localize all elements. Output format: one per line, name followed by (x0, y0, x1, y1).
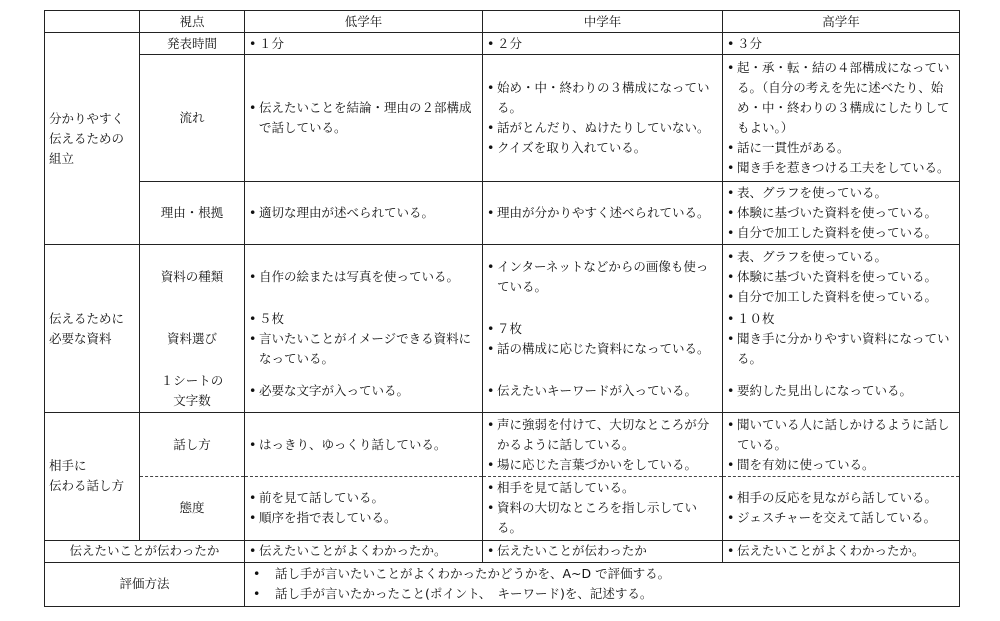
header-mid-grade: 中学年 (483, 11, 723, 33)
header-blank (45, 11, 140, 33)
cell-time-high (723, 33, 960, 55)
cell-flow-high-2: • 話に一貫性がある。 (727, 138, 955, 158)
cell-speak-low-text: • はっきり、ゆっくり話している。 (249, 435, 478, 455)
cell-att-mid-1: • 相手を見て話している。 (487, 478, 718, 498)
cell-reason-high-3: • 自分で加工した資料を使っている。 (727, 223, 955, 243)
cell-att-high-1: • 相手の反応を見ながら話している。 (727, 488, 955, 508)
cell-att-high-2: • ジェスチャーを交えて話している。 (727, 508, 955, 528)
row-attitude (45, 477, 960, 540)
sub-presentation-time: 発表時間 (140, 33, 245, 55)
row-material-select (45, 308, 960, 370)
cell-flow-high (723, 55, 960, 182)
row-understood (45, 540, 960, 562)
evaluation-label: 評価方法 (45, 562, 245, 606)
cell-flow-mid-3: • クイズを取り入れている。 (487, 138, 718, 158)
cell-att-high (723, 477, 960, 540)
cell-kind-low-text: • 自作の絵または写真を使っている。 (249, 267, 478, 287)
cell-kind-high-3: • 自分で加工した資料を使っている。 (727, 287, 955, 307)
cell-att-low-2: • 順序を指で表している。 (249, 508, 478, 528)
cell-select-low (245, 308, 483, 370)
cell-speak-high (723, 412, 960, 476)
sub-material-kind: 資料の種類 (140, 245, 245, 308)
cell-kind-low (245, 245, 483, 308)
cell-chars-mid (483, 370, 723, 412)
cell-select-mid-2: • 話の構成に応じた資料になっている。 (487, 339, 718, 359)
row-speaking (45, 412, 960, 476)
cell-understood-high-text: • 伝えたいことがよくわかったか。 (727, 541, 955, 561)
cell-flow-high-1: • 起・承・転・結の４部構成になっている。（自分の考えを先に述べたり、始め・中・終わりの３構成にしたりしてもよい。） (727, 58, 955, 138)
sub-flow: 流れ (140, 55, 245, 182)
cell-understood-low-text: • 伝えたいことがよくわかったか。 (249, 541, 478, 561)
row-reason (45, 181, 960, 244)
cell-select-low-1: • ５枚 (249, 309, 478, 329)
sub-attitude: 態度 (140, 477, 245, 540)
cell-kind-high-2: • 体験に基づいた資料を使っている。 (727, 267, 955, 287)
cell-reason-low-text: • 適切な理由が述べられている。 (249, 203, 478, 223)
evaluation-rubric-table (44, 10, 960, 607)
cell-time-low (245, 33, 483, 55)
cell-flow-low (245, 55, 483, 182)
row-material-kind (45, 245, 960, 308)
cell-select-mid (483, 308, 723, 370)
cell-time-mid (483, 33, 723, 55)
cell-time-mid-text: • ２分 (487, 34, 718, 54)
cell-speak-mid (483, 412, 723, 476)
cell-chars-high (723, 370, 960, 412)
cell-select-mid-1: • ７枚 (487, 319, 718, 339)
row-presentation-time (45, 33, 960, 55)
cell-reason-mid (483, 181, 723, 244)
cell-time-high-text: • ３分 (727, 34, 955, 54)
cell-understood-low (245, 540, 483, 562)
cell-speak-low (245, 412, 483, 476)
cell-kind-mid-text: • インターネットなどからの画像も使っている。 (487, 257, 718, 297)
section-structure-label: 分かりやすく 伝えるための 組立 (45, 33, 140, 245)
section-speaking-label: 相手に 伝わる話し方 (45, 412, 140, 540)
cell-chars-high-text: • 要約した見出しになっている。 (727, 381, 955, 401)
section-materials-label: 伝えるために 必要な資料 (45, 245, 140, 413)
cell-kind-high-1: • 表、グラフを使っている。 (727, 247, 955, 267)
row-chars-per-sheet (45, 370, 960, 412)
header-high-grade: 高学年 (723, 11, 960, 33)
evaluation-line-1: • 話し手が言いたいことがよくわかったかどうかを、A~D で評価する。 (249, 564, 955, 584)
cell-kind-mid (483, 245, 723, 308)
cell-flow-low-text: • 伝えたいことを結論・理由の２部構成で話している。 (249, 98, 478, 138)
cell-evaluation-method (245, 562, 960, 606)
header-row (45, 11, 960, 33)
cell-reason-high-2: • 体験に基づいた資料を使っている。 (727, 203, 955, 223)
cell-flow-mid (483, 55, 723, 182)
cell-understood-mid (483, 540, 723, 562)
cell-select-low-2: • 言いたいことがイメージできる資料になっている。 (249, 329, 478, 369)
cell-select-high-2: • 聞き手に分かりやすい資料になっている。 (727, 329, 955, 369)
cell-reason-low (245, 181, 483, 244)
cell-speak-mid-2: • 場に応じた言葉づかいをしている。 (487, 455, 718, 475)
cell-select-high (723, 308, 960, 370)
cell-flow-high-3: • 聞き手を惹きつける工夫をしている。 (727, 158, 955, 178)
cell-kind-high (723, 245, 960, 308)
cell-chars-low-text: • 必要な文字が入っている。 (249, 381, 478, 401)
cell-att-mid-2: • 資料の大切なところを指し示している。 (487, 498, 718, 538)
row-flow (45, 55, 960, 182)
cell-chars-mid-text: • 伝えたいキーワードが入っている。 (487, 381, 718, 401)
cell-time-low-text: • １分 (249, 34, 478, 54)
sub-reason: 理由・根拠 (140, 181, 245, 244)
understood-label: 伝えたいことが伝わったか (45, 540, 245, 562)
cell-understood-mid-text: • 伝えたいことが伝わったか (487, 541, 718, 561)
cell-speak-high-1: • 聞いている人に話しかけるように話している。 (727, 415, 955, 455)
cell-flow-mid-2: • 話がとんだり、ぬけたりしていない。 (487, 118, 718, 138)
cell-reason-high (723, 181, 960, 244)
sub-speaking: 話し方 (140, 412, 245, 476)
cell-understood-high (723, 540, 960, 562)
cell-select-high-1: • １０枚 (727, 309, 955, 329)
row-evaluation-method (45, 562, 960, 606)
cell-speak-high-2: • 間を有効に使っている。 (727, 455, 955, 475)
cell-speak-mid-1: • 声に強弱を付けて、大切なところが分かるように話している。 (487, 415, 718, 455)
cell-reason-mid-text: • 理由が分かりやすく述べられている。 (487, 203, 718, 223)
cell-reason-high-1: • 表、グラフを使っている。 (727, 183, 955, 203)
cell-att-mid (483, 477, 723, 540)
evaluation-line-2: • 話し手が言いたかったこと(ポイント、 キーワード)を、記述する。 (249, 584, 955, 604)
cell-att-low (245, 477, 483, 540)
header-viewpoint: 視点 (140, 11, 245, 33)
cell-att-low-1: • 前を見て話している。 (249, 488, 478, 508)
cell-flow-mid-1: • 始め・中・終わりの３構成になっている。 (487, 78, 718, 118)
sub-material-select: 資料選び (140, 308, 245, 370)
header-low-grade: 低学年 (245, 11, 483, 33)
cell-chars-low (245, 370, 483, 412)
sub-chars-per-sheet: １シートの 文字数 (140, 370, 245, 412)
